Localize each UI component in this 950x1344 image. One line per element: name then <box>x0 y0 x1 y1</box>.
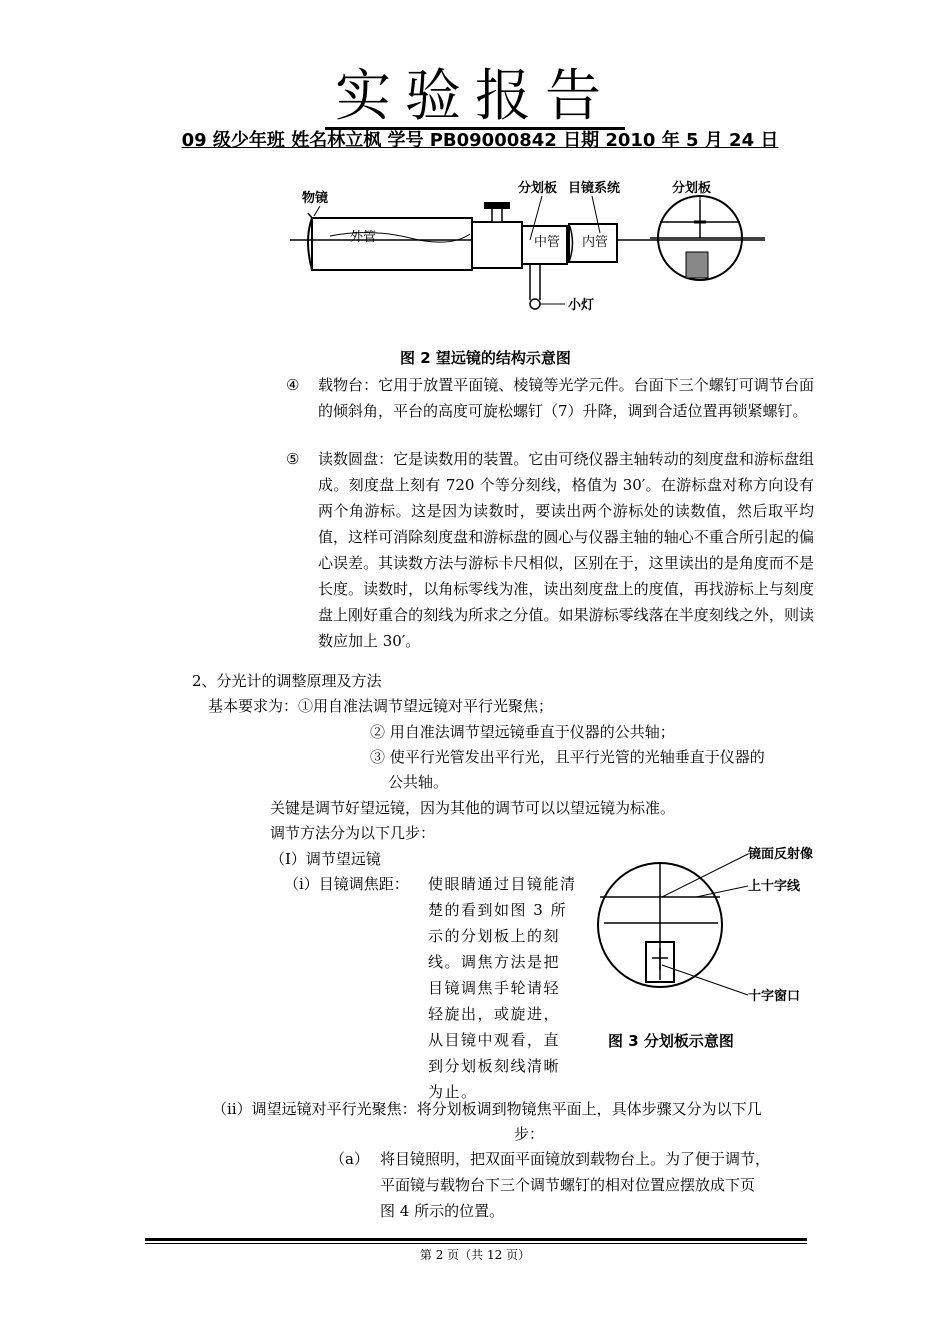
item-reading-disc <box>286 446 814 654</box>
report-subtitle: 09 级少年班 姓名林立枫 学号 PB09000842 日期 2010 年 5 月 24 日 <box>181 130 779 151</box>
report-title: 实验报告 <box>0 62 950 132</box>
reticle-diagram <box>596 840 836 1020</box>
step-a-text: 将目镜照明，把双面平面镜放到载物台上。为了便于调节， 平面镜与载物台下三个调节螺钉的相对位置应摆放成下页 图 4 所示的位置。 <box>380 1150 771 1220</box>
step-1i-text: 使眼睛通过目镜能清 楚的看到如图 3 所 示的分划板上的刻 线。调焦方法是把 目镜调焦手轮请轻 轻旋出，或旋进， 从目镜中观看，直 到分划板刻线清晰 为止。 <box>428 875 577 1101</box>
item-number: ④ <box>286 376 300 394</box>
label-upper-cross: 上十字线 <box>748 879 801 894</box>
requirement-3: ③ 使平行光管发出平行光，且平行光管的光轴垂直于仪器的 <box>370 748 765 766</box>
label-reticle: 分划板 <box>518 181 558 196</box>
step-1ii: （ⅱ）调望远镜对平行光聚焦：将分划板调到物镜焦平面上，具体步骤又分为以下几 <box>212 1100 762 1118</box>
telescope-diagram <box>290 178 770 320</box>
label-lamp: 小灯 <box>568 298 595 313</box>
footer-rule-thin <box>145 1243 807 1244</box>
page-number: 第 2 页（共 12 页） <box>419 1248 531 1262</box>
step-1i-label: （ⅰ）目镜调焦距： <box>284 875 409 893</box>
label-inner-tube: 内管 <box>582 235 609 250</box>
item-number: ⑤ <box>286 450 300 468</box>
label-objective: 物镜 <box>302 191 329 206</box>
label-middle-tube: 中管 <box>534 235 561 250</box>
step-1-heading: （Ⅰ）调节望远镜 <box>270 850 381 868</box>
footer-rule-thick <box>145 1238 807 1241</box>
figure3-caption: 图 3 分划板示意图 <box>608 1032 734 1050</box>
label-cross-window: 十字窗口 <box>748 989 801 1004</box>
figure2-caption: 图 2 望远镜的结构示意图 <box>400 349 571 367</box>
step-1ii-cont: 步： <box>514 1125 545 1143</box>
steps-intro: 调节方法分为以下几步： <box>270 824 436 842</box>
requirement-3-cont: 公共轴。 <box>388 773 449 791</box>
item-text: 载物台：它用于放置平面镜、棱镜等光学元件。台面下三个螺钉可调节台面的倾斜角，平台的高度可旋松螺钉（7）升降，调到合适位置再锁紧螺钉。 <box>318 376 814 420</box>
requirement-2: ② 用自准法调节望远镜垂直于仪器的公共轴； <box>370 723 675 741</box>
label-eyepiece-system: 目镜系统 <box>568 181 621 196</box>
section-heading: 2、分光计的调整原理及方法 <box>192 672 382 690</box>
item-text: 读数圆盘：它是读数用的装置。它由可绕仪器主轴转动的刻度盘和游标盘组成。刻度盘上刻有 720 个等分刻线，格值为 30′。在游标盘对称方向设有两个角游标。这是因为读数时，要读出两个游标处的读数值，然后取平均值，这样可消除刻度盘和游标盘的圆心与仪器主轴的轴心不重合所引起的偏心误差。其读数方法与游标卡尺相似，区别在于，这里读出的是角度而不是长度。读数时，以角标零线为准，读出刻度盘上的度值，再找游标上与刻度盘上刚好重合的刻线为所求之分值。如果游标零线落在半度刻线之外，则读数应加上 30′。 <box>318 450 814 650</box>
label-reticle-right: 分划板 <box>672 181 712 196</box>
key-note: 关键是调节好望远镜，因为其他的调节可以以望远镜为标准。 <box>270 799 676 817</box>
basic-requirement: 基本要求为：①用自准法调节望远镜对平行光聚焦； <box>208 697 554 715</box>
label-mirror-image: 镜面反射像 <box>748 847 814 862</box>
step-a-label: （a） <box>330 1150 369 1168</box>
item-stage <box>286 372 814 424</box>
label-outer-tube: 外管 <box>350 230 377 245</box>
